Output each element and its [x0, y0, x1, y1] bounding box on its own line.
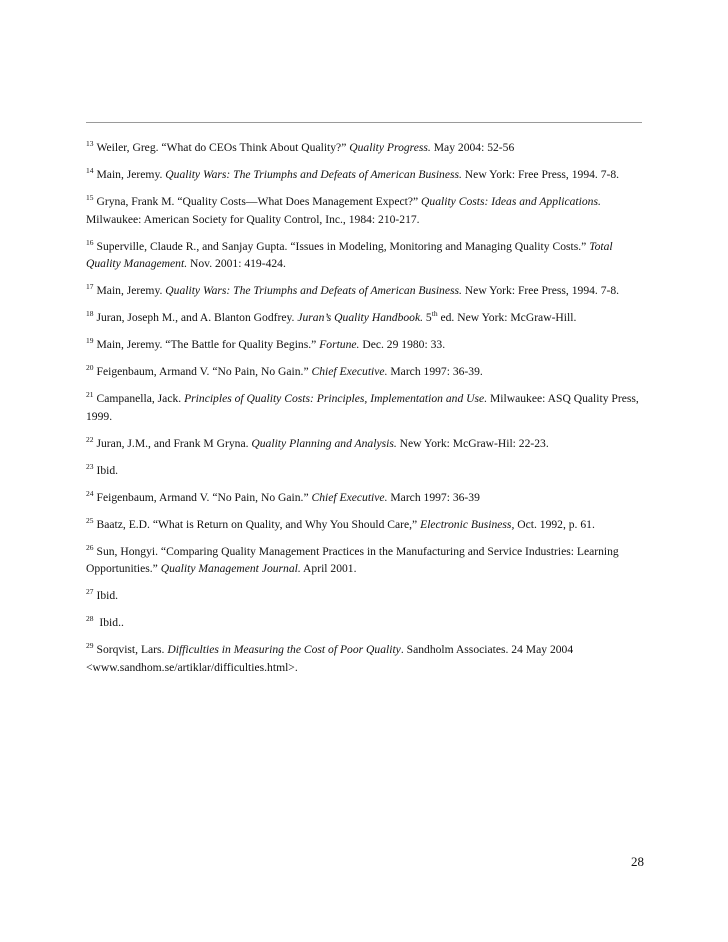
footnote	[86, 139, 642, 157]
footnote-text: New York: Free Press, 1994. 7-8.	[461, 284, 620, 297]
footnote-number: 27	[86, 587, 94, 596]
footnote-title: Fortune.	[319, 338, 360, 351]
footnote	[86, 309, 642, 327]
footnote-text: March 1997: 36-39	[387, 490, 480, 504]
footnote-text: Ibid.	[96, 463, 119, 477]
footnote	[86, 238, 642, 273]
footnotes-list	[86, 139, 642, 686]
footnote-number: 21	[86, 390, 94, 399]
footnote-text: Milwaukee: ASQ Quality Press, 1999.	[86, 392, 639, 423]
footnote	[86, 614, 642, 632]
footnote-text: ed. New York: McGraw-Hill.	[437, 311, 577, 324]
footnote-title: Quality Wars: The Triumphs and Defeats of American Business.	[165, 168, 462, 181]
footnote-number: 14	[86, 166, 94, 175]
footnote	[86, 587, 642, 605]
footnote-text: Milwaukee: American Society for Quality Control, Inc., 1984: 210-217.	[86, 212, 420, 226]
footnote	[86, 193, 642, 228]
footnote-text: Feigenbaum, Armand V. “No Pain, No Gain.”	[96, 490, 312, 504]
footnote-title: Quality Planning and Analysis.	[251, 436, 397, 450]
footnote-text: Main, Jeremy.	[96, 284, 166, 297]
footnote-title: Electronic Business,	[420, 517, 515, 531]
footnote-text: Oct. 1992, p. 61.	[514, 517, 595, 531]
footnote-number: 20	[86, 363, 94, 372]
footnote-text: Feigenbaum, Armand V. “No Pain, No Gain.”	[96, 365, 312, 378]
footnote-text: Nov. 2001: 419-424.	[187, 257, 286, 270]
footnote	[86, 435, 642, 453]
footnote-text: Gryna, Frank M. “Quality Costs—What Does Management Expect?”	[96, 195, 422, 208]
footnote-text: Juran, Joseph M., and A. Blanton Godfrey.	[96, 311, 298, 324]
footnote-text: Ibid.	[96, 589, 119, 602]
footnote-title: Quality Progress.	[349, 141, 431, 154]
footnote-text: Sorqvist, Lars.	[96, 643, 168, 656]
footnote-text: New York: McGraw-Hil: 22-23.	[396, 436, 549, 450]
footnote-number: 29	[86, 641, 94, 650]
footnote-title: Juran’s Quality Handbook.	[297, 311, 424, 324]
footnote-number: 19	[86, 336, 94, 345]
footnote-text: 5	[423, 311, 432, 324]
footnote-number: 25	[86, 515, 94, 525]
footnote-text: Weiler, Greg. “What do CEOs Think About Quality?”	[96, 141, 350, 154]
footnote-text: New York: Free Press, 1994. 7-8.	[461, 168, 620, 181]
footnote-title: Quality Wars: The Triumphs and Defeats of American Business.	[165, 284, 462, 297]
footnote-number: 17	[86, 282, 94, 291]
footnote-number: 18	[86, 309, 94, 318]
footnote-separator	[86, 122, 642, 123]
footnote	[86, 462, 642, 480]
page-number: 28	[631, 854, 644, 869]
footnote-title: Principles of Quality Costs: Principles, Implementation and Use.	[184, 392, 488, 405]
footnote	[86, 489, 642, 507]
footnote-number: 24	[86, 488, 94, 498]
footnote-title: Chief Executive.	[311, 365, 388, 378]
footnote-title: Difficulties in Measuring the Cost of Poor Quality	[167, 643, 401, 656]
footnote-text: Dec. 29 1980: 33.	[359, 338, 446, 351]
footnote-number: 23	[86, 461, 94, 471]
footnote	[86, 166, 642, 184]
footnote-text: March 1997: 36-39.	[387, 365, 483, 378]
footnote-title: Chief Executive.	[311, 490, 388, 504]
footnote-text: April 2001.	[300, 562, 357, 575]
footnote-text: th	[431, 309, 438, 318]
footnote-title: Quality Costs: Ideas and Applications.	[421, 195, 601, 208]
footnote-text: Sun, Hongyi. “Comparing Quality Management Practices in the Manufacturing and Service Industries: Learning Opportunities.”	[86, 544, 619, 575]
footnote-text: Ibid..	[96, 616, 124, 629]
footnote	[86, 543, 642, 578]
footnote	[86, 282, 642, 300]
footnote-text: Juran, J.M., and Frank M Gryna.	[96, 436, 252, 450]
footnote-text: Campanella, Jack.	[96, 392, 185, 405]
footnote-number: 28	[86, 614, 94, 623]
footnote-number: 13	[86, 139, 94, 148]
footnote-number: 15	[86, 193, 94, 202]
footnote-number: 22	[86, 434, 94, 444]
footnote-text: Main, Jeremy.	[96, 168, 166, 181]
footnote-title: Total Quality Management.	[86, 239, 613, 270]
footnote-text: Baatz, E.D. “What is Return on Quality, and Why You Should Care,”	[96, 517, 421, 531]
footnote-title: Quality Management Journal.	[160, 562, 301, 575]
footnote-number: 26	[86, 542, 94, 552]
footnote	[86, 641, 642, 676]
footnote	[86, 336, 642, 354]
footnote	[86, 363, 642, 381]
footnote-text: Main, Jeremy. “The Battle for Quality Begins.”	[96, 338, 320, 351]
footnote-text: . Sandholm Associates. 24 May 2004 <www.sandhom.se/artiklar/difficulties.html>.	[86, 643, 574, 674]
footnote-number: 16	[86, 237, 94, 247]
footnote	[86, 390, 642, 425]
footnote	[86, 516, 642, 534]
footnote-text: May 2004: 52-56	[430, 141, 515, 154]
footnote-text: Superville, Claude R., and Sanjay Gupta. “Issues in Modeling, Monitoring and Managing Quality Costs.”	[96, 239, 590, 253]
